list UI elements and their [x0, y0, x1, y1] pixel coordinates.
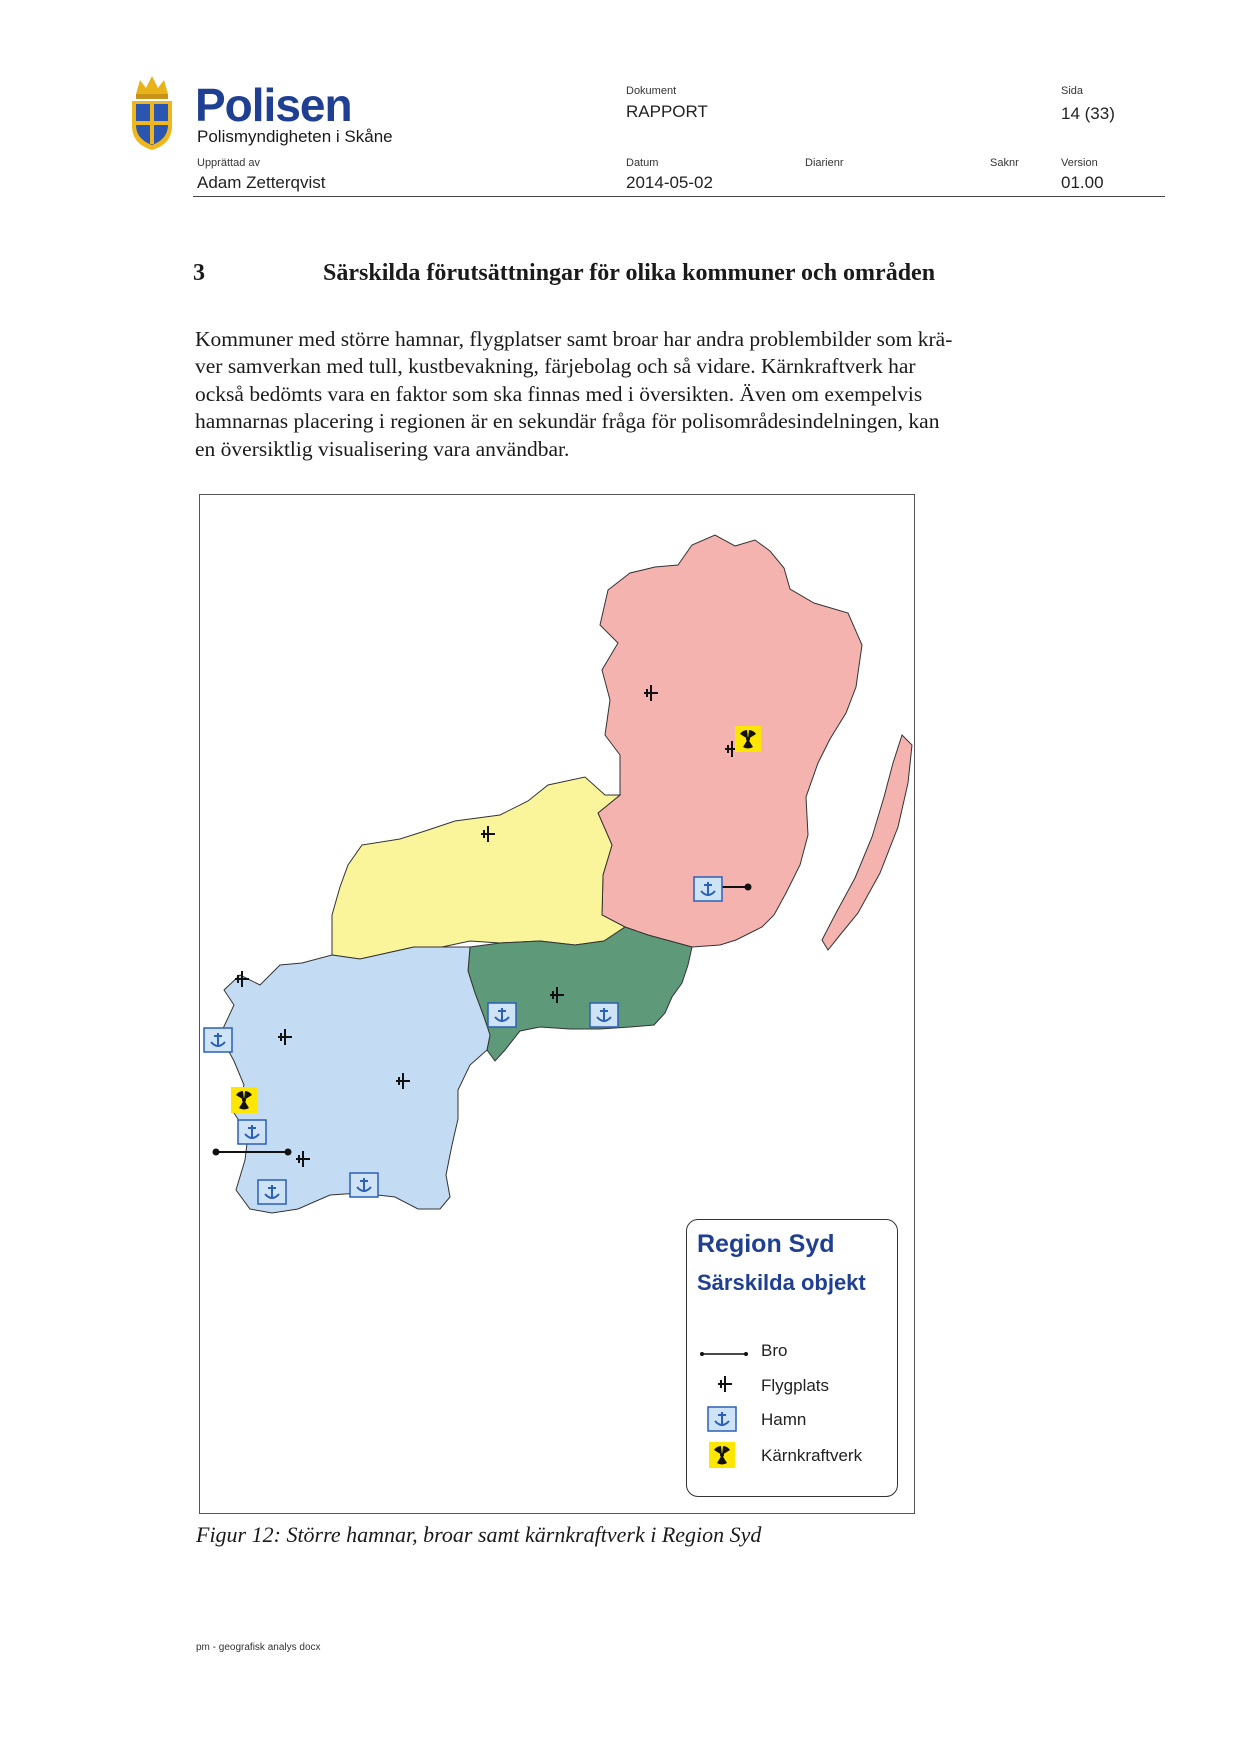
airport-icon — [713, 1372, 737, 1396]
figure-caption: Figur 12: Större hamnar, broar samt kärnkraftverk i Region Syd — [196, 1522, 762, 1547]
legend-label-flygplats: Flygplats — [761, 1376, 830, 1395]
legend-label-karnkraftverk: Kärnkraftverk — [761, 1446, 863, 1465]
body-paragraph — [195, 326, 1035, 463]
author-name: Adam Zetterqvist — [197, 173, 326, 192]
saknr-label: Saknr — [990, 157, 1019, 169]
region-kalmar — [598, 535, 862, 947]
police-logo — [128, 68, 176, 152]
legend-harbour-symbol — [707, 1406, 737, 1432]
legend-bridge-symbol — [699, 1346, 749, 1356]
map-legend — [686, 1219, 898, 1497]
footer-filename: pm - geografisk analys docx — [196, 1642, 321, 1653]
version-label: Version — [1061, 157, 1098, 169]
bridge-icon — [699, 1349, 749, 1359]
legend-nuclear-symbol — [709, 1442, 735, 1468]
harbour-icon — [238, 1120, 266, 1144]
page-number: 14 (33) — [1061, 104, 1115, 123]
legend-subtitle: Särskilda objekt — [697, 1270, 866, 1295]
harbour-icon — [350, 1173, 378, 1197]
body-line: också bedömts vara en faktor som ska finnas med i översikten. Även om exempelvis — [195, 381, 923, 406]
nuclear-plant-icon — [735, 726, 761, 752]
author-label: Upprättad av — [197, 157, 260, 169]
harbour-icon — [694, 877, 722, 901]
region-blekinge — [468, 927, 692, 1061]
body-line: ver samverkan med tull, kustbevakning, färjebolag och så vidare. Kärnkraftverk har — [195, 354, 916, 379]
version-number: 01.00 — [1061, 173, 1104, 192]
legend-airport-symbol — [713, 1372, 737, 1396]
page-label: Sida — [1061, 85, 1084, 97]
date-label: Datum — [626, 157, 659, 169]
map-figure — [199, 494, 915, 1514]
harbour-icon — [204, 1028, 232, 1052]
legend-label-bro: Bro — [761, 1341, 788, 1360]
nuclear-plant-icon — [231, 1087, 257, 1113]
brand-name: Polisen — [195, 79, 352, 131]
nuclear-plant-icon — [709, 1442, 735, 1468]
harbour-icon — [488, 1003, 516, 1027]
crown-shield-icon — [128, 68, 176, 152]
header-divider — [193, 196, 1165, 197]
document-date: 2014-05-02 — [626, 173, 713, 192]
organization-name: Polismyndigheten i Skåne — [197, 127, 393, 146]
body-line: hamnarnas placering i regionen är en sekundär fråga för polisområdesindelningen, kan — [195, 409, 940, 434]
harbour-icon — [258, 1180, 286, 1204]
document-label: Dokument — [626, 85, 677, 97]
legend-label-hamn: Hamn — [761, 1410, 807, 1429]
document-type: RAPPORT — [626, 102, 708, 121]
island-oland — [822, 735, 912, 950]
section-title: Särskilda förutsättningar för olika kommuner och områden — [323, 260, 936, 286]
harbour-icon — [707, 1406, 737, 1432]
region-kronoberg — [332, 777, 625, 959]
body-line: Kommuner med större hamnar, flygplatser samt broar har andra problembilder som krä- — [195, 327, 953, 351]
section-number: 3 — [193, 260, 205, 286]
harbour-icon — [590, 1003, 618, 1027]
diarienr-label: Diarienr — [805, 157, 844, 169]
legend-title: Region Syd — [697, 1230, 835, 1258]
body-line: en översiktlig visualisering vara användbar. — [195, 436, 570, 461]
